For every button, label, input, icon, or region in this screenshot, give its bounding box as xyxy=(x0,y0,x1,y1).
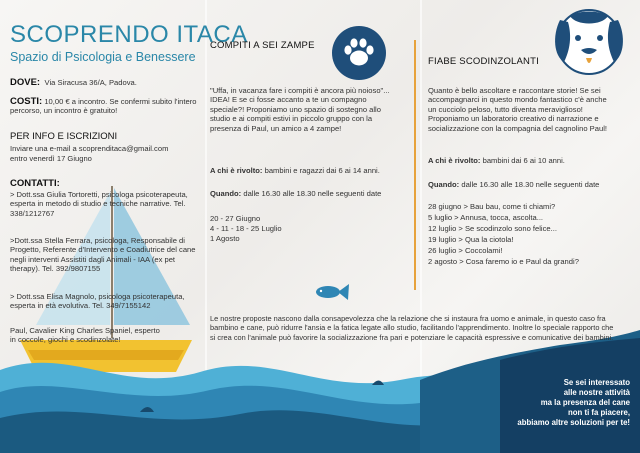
cta-line: alle nostre attività xyxy=(563,388,630,397)
fiabe-when xyxy=(428,180,628,189)
compiti-when xyxy=(210,189,400,198)
cta-block xyxy=(430,378,630,428)
section-heading-compiti: COMPITI A SEI ZAMPE xyxy=(210,40,315,51)
schedule-item: 5 luglio > Annusa, tocca, ascolta... xyxy=(428,213,544,222)
contact-item: >Dott.ssa Stella Ferrara, psicologa, Responsabile di Progetto, Referente d'Intervento e Coadiutrice del cane negli interventi Assistiti dagli Animali - IAA (ex pet therapy). Tel. 392/9807155 xyxy=(10,236,196,274)
compiti-target xyxy=(210,166,400,175)
location-block xyxy=(10,72,200,90)
when-value: dalle 16.30 alle 18.30 nelle seguenti date xyxy=(461,180,600,189)
cta-line: Se sei interessato xyxy=(563,378,630,387)
page-title: SCOPRENDO ITACA xyxy=(10,21,248,48)
contact-item: Paul, Cavalier King Charles Spaniel, esperto in coccole, giochi e scodinzolate! xyxy=(10,326,160,345)
when-label: Quando: xyxy=(210,189,242,198)
closing-paragraph: Le nostre proposte nascono dalla consapevolezza che la relazione che si instaura fra uomo e animale, in questo caso fra bambino e cane, può ridurre l'ansia e la fatica legate allo studio, facilitando l'apprendimento. Inoltre lo speciale rapporto che si crea con l'animale può favorire la socializzazione fra pari e potenziare le capacità espressive e comunicative dei bambini. xyxy=(210,314,614,342)
when-value: dalle 16.30 alle 18.30 nelle seguenti date xyxy=(243,189,382,198)
column-divider xyxy=(414,40,416,290)
cost-value: 10,00 € a incontro. Se confermi subito l'intero percorso, un incontro è gratuito! xyxy=(10,97,197,116)
cost-label: COSTI: xyxy=(10,96,43,107)
target-label: A chi è rivolto: xyxy=(428,156,481,165)
date-item: 1 Agosto xyxy=(210,234,240,243)
date-item: 20 - 27 Giugno xyxy=(210,214,261,223)
info-deadline-text: entro venerdì 17 Giugno xyxy=(10,154,92,163)
target-value: bambini dai 6 ai 10 anni. xyxy=(482,156,565,165)
contact-item: > Dott.ssa Elisa Magnolo, psicologa psicoterapeuta, esperta in età evolutiva. Tel. 349/7155142 xyxy=(10,292,185,311)
info-email-text: Inviare una e-mail a scoprenditaca@gmail.com xyxy=(10,144,169,153)
contact-item: > Dott.ssa Giulia Tortoretti, psicologa psicoterapeuta, esperta in metodo di studio e tecniche narrative. Tel. 338/1212767 xyxy=(10,190,188,218)
schedule-item: 2 agosto > Cosa faremo io e Paul da grandi? xyxy=(428,257,579,266)
dog-face-icon xyxy=(550,6,628,76)
page-subtitle: Spazio di Psicologia e Benessere xyxy=(10,50,196,64)
date-item: 4 - 11 - 18 - 25 Luglio xyxy=(210,224,282,233)
cta-line: abbiamo altre soluzioni per te! xyxy=(517,418,630,427)
paw-icon xyxy=(332,26,386,80)
target-value: bambini e ragazzi dai 6 ai 14 anni. xyxy=(264,166,380,175)
compiti-intro: "Uffa, in vacanza fare i compiti è ancora più noioso"... IDEA! E se ci fosse accanto a te un compagno speciale?! Proponiamo uno spazio di sostegno allo studio e ai compiti estivi in piccolo gruppo con la presenza di Paul, un amico a 4 zampe! xyxy=(210,86,390,133)
cta-line: non ti fa piacere, xyxy=(568,408,630,417)
contacts-label: CONTATTI: xyxy=(10,178,60,189)
target-label: A chi è rivolto: xyxy=(210,166,263,175)
cta-line: ma la presenza del cane xyxy=(540,398,630,407)
section-heading-fiabe: FIABE SCODINZOLANTI xyxy=(428,56,539,67)
location-label: DOVE: xyxy=(10,77,41,88)
paw-badge xyxy=(332,26,386,80)
fiabe-intro: Quanto è bello ascoltare e raccontare storie! Se sei accompagnarci in questo mondo fantastico c'è anche un cucciolo peloso, tutto diventa meraviglioso! Proponiamo un laboratorio creativo di narrazione e socializzazione con la compagnia del cagnolino Paul! xyxy=(428,86,607,133)
cost-block xyxy=(10,97,200,116)
location-value: Via Siracusa 36/A, Padova. xyxy=(44,78,137,87)
schedule-item: 26 luglio > Coccolami! xyxy=(428,246,503,255)
fish-icon xyxy=(312,281,350,303)
schedule-item: 12 luglio > Se scodinzolo sono felice... xyxy=(428,224,557,233)
schedule-item: 19 luglio > Qua la ciotola! xyxy=(428,235,514,244)
schedule-item: 28 giugno > Bau bau, come ti chiami? xyxy=(428,202,556,211)
fiabe-target xyxy=(428,156,628,165)
when-label: Quando: xyxy=(428,180,460,189)
info-label: PER INFO E ISCRIZIONI xyxy=(10,131,118,142)
